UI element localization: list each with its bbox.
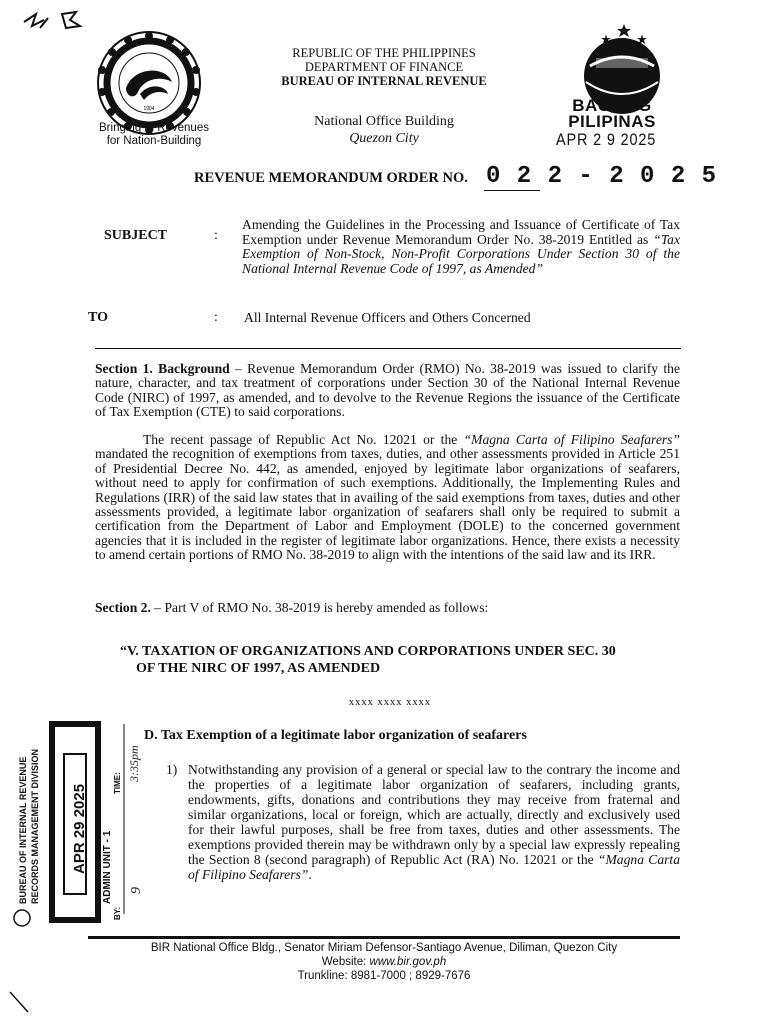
footer-rule: [88, 936, 680, 939]
part-v-title-2: OF THE NIRC OF 1997, AS AMENDED: [136, 661, 381, 676]
received-stamp: [12, 714, 152, 934]
divider: [95, 348, 681, 349]
corner-mark-scribble: [8, 990, 32, 1016]
stamp-by-value: 9: [129, 887, 144, 894]
item1-text-italic: “Magna Carta of Filipino Seafarers”: [188, 852, 680, 882]
footer-website-label: Website:: [321, 956, 370, 968]
memo-number: 0 2 2 - 2 0 2 5: [486, 163, 718, 190]
svg-text:1904: 1904: [143, 106, 155, 112]
stamp-time-label: TIME:: [113, 772, 122, 794]
stamp-by: BY:: [113, 906, 122, 920]
memo-number-underline: [484, 190, 540, 191]
section1-paragraph1: [95, 362, 680, 420]
tagline-line-2: for Nation-Building: [106, 135, 202, 147]
stamp-date: APR 29 2025: [71, 783, 88, 874]
footer-website-line: [0, 956, 768, 969]
subsection-d-heading: D. Tax Exemption of a legitimate labor organization of seafarers: [144, 728, 527, 743]
bagong-pilipinas-wordmark: [552, 98, 672, 130]
stamp-unit: ADMIN UNIT - 1: [102, 830, 113, 904]
section1-p2-a: The recent passage of Republic Act No. 12021 or the: [143, 432, 464, 447]
subject-label: SUBJECT: [104, 228, 168, 243]
subject-text: [242, 218, 680, 276]
section2-heading: Section 2.: [95, 600, 151, 615]
section2-paragraph: [95, 601, 680, 615]
section1-p2-italic: “Magna Carta of Filipino Seafarers”: [463, 432, 680, 447]
stamp-line1: BUREAU OF INTERNAL REVENUE: [18, 756, 28, 904]
to-label: TO: [88, 310, 108, 325]
subject-text-italic: “Tax Exemption of Non-Stock, Non-Profit Corporations Under Section 30 of the National Internal Revenue Code of 1997, as Amended”: [242, 231, 680, 276]
to-colon: :: [214, 310, 218, 325]
stamp-time: 3:35pm: [127, 745, 141, 782]
corner-initials-scribble: [22, 8, 84, 34]
stamp-line2: RECORDS MANAGEMENT DIVISION: [30, 748, 40, 904]
item1-number: 1): [166, 762, 178, 777]
item1-text-a: Notwithstanding any provision of a general or special law to the contrary the income and the properties of a legitimate labor organization of seafarers, including grants, endowments, gifts, donations and contributions they may receive from fraternal and similar organizations, local or foreign, which are actually, directly and exclusively used for their lawful purposes, shall be free from taxes, duties and other assessments. The exemptions provided therein may be withdrawn only by a special law expressly repealing the Section 8 (second paragraph) of Republic Act (RA) No. 12021 or the: [188, 762, 680, 867]
office-building: National Office Building: [314, 114, 454, 129]
bp-line-1: BAGONG: [572, 96, 652, 115]
item1-text: [188, 762, 680, 882]
section2-text: – Part V of RMO No. 38-2019 is hereby amended as follows:: [150, 600, 489, 615]
tagline-line-1: Bringing In Revenues: [99, 122, 209, 134]
republic-line: REPUBLIC OF THE PHILIPPINES: [292, 46, 476, 60]
part-v-title-1: “V. TAXATION OF ORGANIZATIONS AND CORPORATIONS UNDER SEC. 30: [120, 644, 616, 659]
section1-paragraph2: [95, 433, 680, 563]
footer-website-link[interactable]: www.bir.gov.ph: [369, 956, 447, 968]
memo-title: REVENUE MEMORANDUM ORDER NO.: [194, 170, 468, 186]
item1-text-c: .: [308, 867, 312, 882]
footer-trunkline: Trunkline: 8981-7000 ; 8929-7676: [297, 970, 471, 982]
bureau-line: BUREAU OF INTERNAL REVENUE: [281, 74, 487, 88]
separator-xxxx: xxxx xxxx xxxx: [348, 697, 432, 708]
bp-line-2: PILIPINAS: [568, 112, 656, 131]
received-date-stamp: APR 2 9 2025: [556, 130, 657, 149]
section1-p2-c: mandated the recognition of exemptions from taxes, duties, and other assessments provided in Article 251 of Presidential Decree No. 442, as amended, enjoyed by legitimate labor organizations of seafarers, without need to apply for confirmation of such exemptions. Additionally, the Implementing Rules and Regulations (IRR) of the said law states that in availing of the said exemptions from taxes, duties and other assessments provided, a legitimate labor organization of seafarers shall only be required to submit a certification from the Department of Labor and Employment (DOLE) to the concerned government agencies that it is included in the register of legitimate labor organizations. Hence, there exists a necessity to amend certain portions of RMO No. 38-2019 to align with the intentions of the said law and its IRR.: [95, 446, 680, 563]
subject-text-plain: Amending the Guidelines in the Processing and Issuance of Certificate of Tax Exemption under Revenue Memorandum Order No. 38-2019 Entitled as: [242, 217, 680, 247]
section1-p1-text: – Revenue Memorandum Order (RMO) No. 38-2019 was issued to clarify the nature, character, and tax treatment of corporations under Section 30 of the National Internal Revenue Code (NIRC) of 1997, as amended, and to devolve to the Revenue Regions the issuance of the Certificate of Tax Exemption (CTE) to said corporations.: [95, 361, 680, 420]
department-line: DEPARTMENT OF FINANCE: [304, 60, 464, 74]
section1-heading: Section 1. Background: [95, 361, 230, 376]
office-city: Quezon City: [349, 131, 419, 146]
footer-address: BIR National Office Bldg., Senator Miriam Defensor-Santiago Avenue, Diliman, Quezon City: [150, 942, 618, 954]
to-text: All Internal Revenue Officers and Others Concerned: [244, 310, 531, 325]
subject-colon: :: [214, 228, 218, 243]
